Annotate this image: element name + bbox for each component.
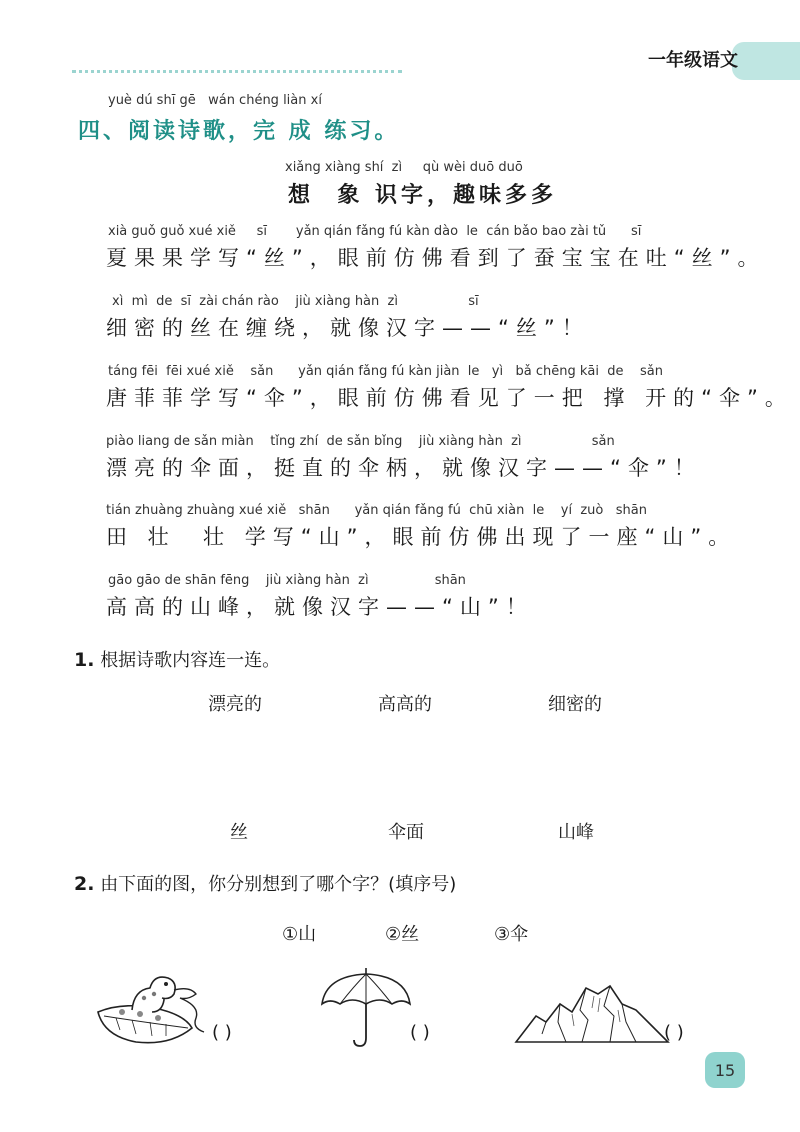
poem-line-1-pinyin: xià guǒ guǒ xué xiě sī yǎn qián fǎng fú kàn dào le cán bǎo bao zài tǔ sī <box>108 224 642 239</box>
question-1 <box>74 646 280 672</box>
poem-line-5-pinyin: tián zhuàng zhuàng xué xiě shān yǎn qián fǎng fú chū xiàn le yí zuò shān <box>106 503 647 518</box>
question-1-text: 根据诗歌内容连一连。 <box>100 650 281 671</box>
poem-title: 想 象 识字，趣味多多 <box>288 183 557 208</box>
poem-line-4-pinyin: piào liang de sǎn miàn tǐng zhí de sǎn bǐng jiù xiàng hàn zì sǎn <box>106 434 615 449</box>
poem-line-6-text: 高高的山峰，就像汉字——“山”！ <box>106 595 534 619</box>
match-top-3[interactable]: 细密的 <box>548 694 602 715</box>
mountain-icon <box>514 982 670 1044</box>
answer-blank-2[interactable]: ( ) <box>410 1022 430 1043</box>
section-title-pinyin: yuè dú shī gē wán chéng liàn xí <box>108 93 322 108</box>
poem-line-6-pinyin: gāo gāo de shān fēng jiù xiàng hàn zì shān <box>108 573 466 588</box>
question-2 <box>74 870 456 896</box>
umbrella-icon <box>318 966 414 1050</box>
page-number: 15 <box>705 1052 745 1088</box>
poem-line-3-pinyin: táng fēi fēi xué xiě sǎn yǎn qián fǎng fú kàn jiàn le yì bǎ chēng kāi de sǎn <box>108 364 664 379</box>
poem-line-4-text: 漂亮的伞面，挺直的伞柄，就像汉字——“伞”！ <box>106 456 702 480</box>
match-bottom-3[interactable]: 山峰 <box>558 822 594 843</box>
answer-blank-3[interactable]: ( ) <box>664 1022 684 1043</box>
answer-blank-1[interactable]: ( ) <box>212 1022 232 1043</box>
section-title: 四、阅读诗歌，完 成 练习。 <box>78 119 400 144</box>
grade-label: 一年级语文 <box>648 50 738 71</box>
question-1-number: 1. <box>74 649 95 671</box>
poem-line-2-pinyin: xì mì de sī zài chán rào jiù xiàng hàn zì sī <box>112 294 479 309</box>
header-tab <box>732 42 800 80</box>
match-top-1[interactable]: 漂亮的 <box>208 694 262 715</box>
match-bottom-2[interactable]: 伞面 <box>388 822 424 843</box>
poem-line-2-text: 细密的丝在缠绕，就像汉字——“丝”！ <box>106 316 590 340</box>
match-top-2[interactable]: 高高的 <box>378 694 432 715</box>
poem-line-3-text: 唐菲菲学写“伞”，眼前仿佛看见了一把 撑 开的“伞”。 <box>106 386 793 410</box>
question-2-number: 2. <box>74 873 95 895</box>
match-bottom-1[interactable]: 丝 <box>230 822 248 843</box>
option-3: ③伞 <box>494 924 529 945</box>
option-1: ①山 <box>282 924 317 945</box>
question-2-text: 由下面的图，你分别想到了哪个字？(填序号) <box>100 874 457 895</box>
poem-line-5-text: 田 壮 壮 学写“山”，眼前仿佛出现了一座“山”。 <box>106 525 737 549</box>
option-2: ②丝 <box>385 924 420 945</box>
silkworm-on-leaf-icon <box>92 972 212 1052</box>
header-dotted-rule <box>72 70 402 73</box>
poem-title-pinyin: xiǎng xiàng shí zì qù wèi duō duō <box>285 160 523 175</box>
poem-line-1-text: 夏果果学写“丝”，眼前仿佛看到了蚕宝宝在吐“丝”。 <box>106 246 766 270</box>
